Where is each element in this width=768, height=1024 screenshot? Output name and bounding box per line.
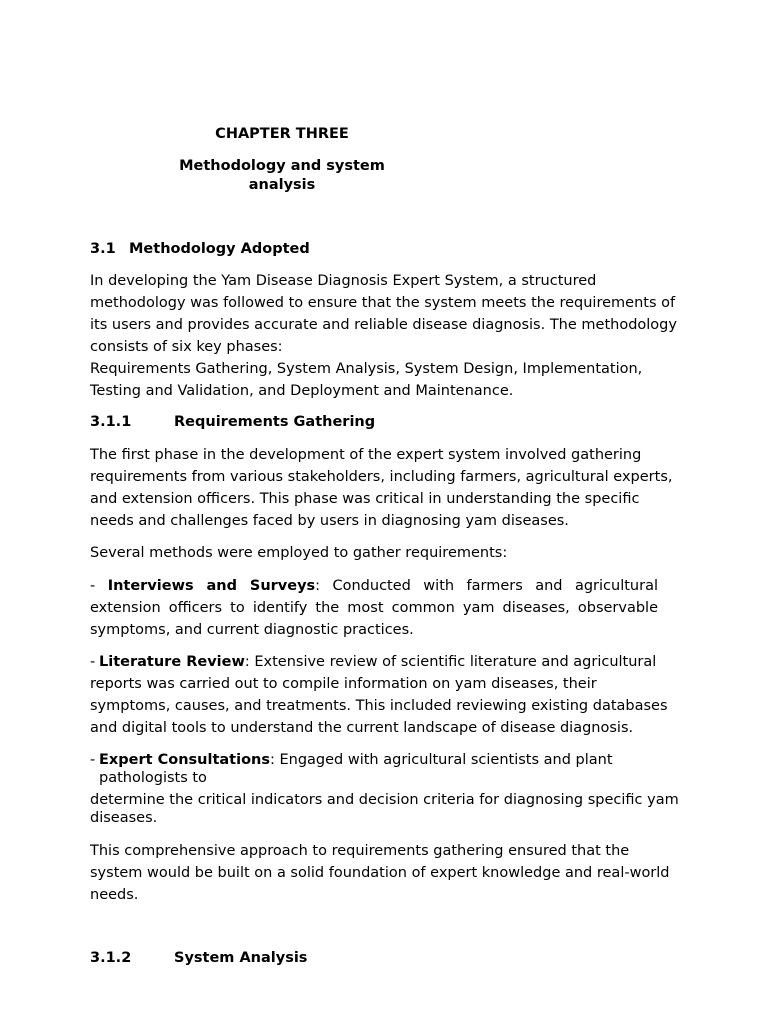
- text-line: requirements from various stakeholders, including farmers, agricultural experts,: [90, 469, 673, 485]
- section-heading-3-1: [90, 240, 310, 259]
- bullet-dash: -: [90, 578, 96, 594]
- bullet-term: Interviews and Surveys: [107, 578, 316, 594]
- chapter-subtitle-line: analysis: [248, 177, 316, 193]
- section-title: Requirements Gathering: [174, 414, 376, 430]
- text-line: [90, 575, 658, 597]
- text-line: symptoms, and current diagnostic practices.: [90, 622, 414, 638]
- text-line: diseases.: [90, 810, 158, 826]
- section-number: 3.1.1: [90, 414, 132, 430]
- text-line: its users and provides accurate and reliable disease diagnosis. The methodology: [90, 317, 677, 333]
- text-line: extension officers to identify the most common yam diseases, observable: [90, 600, 658, 616]
- text-line: reports was carried out to compile information on yam diseases, their: [90, 676, 597, 692]
- chapter-subtitle-line: Methodology and system: [179, 158, 385, 174]
- text-line: and extension officers. This phase was critical in understanding the specific: [90, 491, 640, 507]
- section-title: System Analysis: [174, 950, 308, 966]
- conclusion-paragraph: [90, 840, 680, 906]
- section-title: Methodology Adopted: [129, 241, 310, 257]
- bullet-dash: -: [90, 752, 96, 768]
- section-heading-3-1-2: [90, 949, 307, 968]
- bullet-text: : Extensive review of scientific literature and agricultural: [244, 654, 657, 670]
- chapter-title: CHAPTER THREE: [215, 126, 349, 142]
- text-line: consists of six key phases:: [90, 339, 283, 355]
- text-line: This comprehensive approach to requirements gathering ensured that the: [90, 843, 630, 859]
- text-line: determine the critical indicators and decision criteria for diagnosing specific yam: [90, 792, 679, 808]
- text-line: pathologists to: [99, 770, 207, 786]
- section-heading-3-1-1: [90, 413, 375, 432]
- text-line: methodology was followed to ensure that the system meets the requirements of: [90, 295, 676, 311]
- bullet-text: : Engaged with agricultural scientists and plant: [269, 752, 613, 768]
- bullet-dash: -: [90, 654, 96, 670]
- bullet-term: Literature Review: [99, 654, 245, 670]
- text-line: symptoms, causes, and treatments. This included reviewing existing databases: [90, 698, 668, 714]
- bullet-literature: [90, 651, 680, 739]
- bullet-text: : Conducted with farmers and agricultural: [315, 578, 658, 594]
- text-line: and digital tools to understand the current landscape of disease diagnosis.: [90, 720, 634, 736]
- methods-intro: Several methods were employed to gather requirements:: [90, 545, 508, 561]
- text-line: system would be built on a solid foundation of expert knowledge and real-world: [90, 865, 670, 881]
- bullet-term: Expert Consultations: [99, 752, 270, 768]
- intro-paragraph: [90, 270, 680, 402]
- text-line: needs.: [90, 887, 139, 903]
- text-line: needs and challenges faced by users in diagnosing yam diseases.: [90, 513, 569, 529]
- text-line: [90, 751, 680, 769]
- text-line: The first phase in the development of the expert system involved gathering: [90, 447, 642, 463]
- chapter-subtitle: [172, 157, 392, 195]
- section-number: 3.1.2: [90, 950, 132, 966]
- text-line: In developing the Yam Disease Diagnosis Expert System, a structured: [90, 273, 597, 289]
- text-line: Testing and Validation, and Deployment and Maintenance.: [90, 383, 514, 399]
- text-line: [90, 651, 680, 673]
- requirements-paragraph: [90, 444, 680, 532]
- section-number: 3.1: [90, 241, 116, 257]
- text-line: Requirements Gathering, System Analysis, System Design, Implementation,: [90, 361, 643, 377]
- bullet-interviews: [90, 575, 658, 641]
- bullet-experts: [90, 751, 680, 827]
